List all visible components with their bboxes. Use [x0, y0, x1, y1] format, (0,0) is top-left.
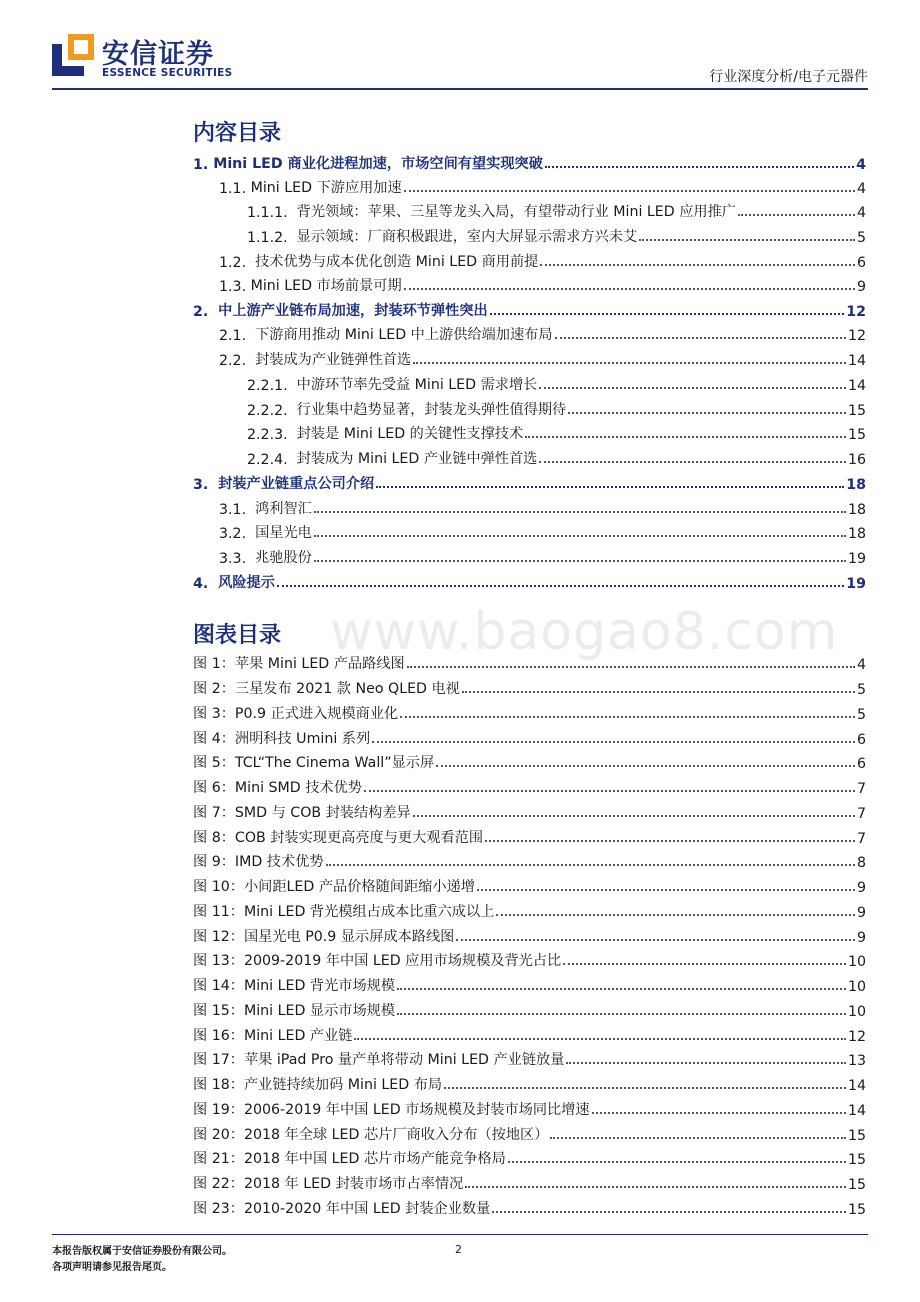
toc-item-page: 9 — [856, 279, 866, 295]
figure-item-page: 14 — [847, 1103, 866, 1119]
toc-item[interactable] — [219, 545, 866, 567]
toc-item-page: 15 — [847, 427, 866, 443]
figure-item[interactable] — [193, 651, 866, 673]
toc-item[interactable] — [247, 446, 866, 468]
toc-item-number: 1.1. — [219, 181, 251, 197]
dot-leader — [490, 313, 845, 315]
figure-item-number: 图 20： — [193, 1127, 244, 1143]
figure-item-page: 15 — [847, 1152, 866, 1168]
figure-item-page: 15 — [847, 1177, 866, 1193]
dot-leader — [404, 190, 855, 192]
toc-item-number: 3.2. — [219, 526, 256, 542]
figure-item-title: 2018 年全球 LED 芯片厂商收入分布（按地区） — [243, 1127, 549, 1143]
toc-item-title: 下游商用推动 Mini LED 中上游供给端加速布局 — [255, 327, 553, 343]
figure-item-title: 2018 年 LED 封装市场市占率情况 — [243, 1176, 464, 1192]
company-logo-icon — [52, 34, 94, 76]
toc-item-page: 4 — [856, 157, 866, 173]
dot-leader — [465, 1186, 846, 1188]
figure-item-number: 图 2： — [193, 681, 235, 697]
figure-item[interactable] — [193, 800, 866, 822]
figure-item[interactable] — [193, 1122, 866, 1144]
figure-item[interactable] — [193, 1146, 866, 1168]
toc-item-number: 1.1.2. — [247, 230, 297, 246]
dot-leader — [314, 535, 846, 537]
toc-item[interactable] — [247, 372, 866, 394]
dot-leader — [477, 889, 855, 891]
toc-item-title: 封装成为产业链弹性首选 — [255, 352, 412, 368]
figure-item[interactable] — [193, 874, 866, 896]
figure-item[interactable] — [193, 701, 866, 723]
toc-item[interactable] — [247, 421, 866, 443]
figure-item-page: 10 — [847, 1004, 866, 1020]
company-name-cn: 安信证券 — [102, 39, 214, 70]
toc-item-page: 5 — [856, 230, 866, 246]
footer-copyright: 本报告版权属于安信证券股份有限公司。 — [52, 1246, 232, 1257]
figure-item-number: 图 21： — [193, 1151, 244, 1167]
toc-item[interactable] — [219, 347, 866, 369]
figure-item-title: P0.9 正式进入规模商业化 — [234, 706, 399, 722]
dot-leader — [326, 864, 855, 866]
toc-item-page: 19 — [846, 576, 866, 592]
toc-item[interactable] — [219, 322, 866, 344]
toc-item[interactable] — [219, 520, 866, 542]
toc-item-number: 3.3. — [219, 551, 256, 567]
figure-item[interactable] — [193, 1196, 866, 1218]
toc-item-number: 4. — [193, 576, 219, 592]
toc-item[interactable] — [247, 224, 866, 246]
figure-item-number: 图 6： — [193, 780, 235, 796]
toc-item-page: 18 — [847, 526, 866, 542]
dot-leader — [550, 1137, 846, 1139]
dot-leader — [456, 939, 855, 941]
toc-item-number: 3.1. — [219, 502, 256, 518]
figure-item-page: 10 — [847, 954, 866, 970]
figure-item-page: 8 — [856, 855, 866, 871]
toc-item-title: 行业集中趋势显著，封装龙头弹性值得期待 — [296, 402, 567, 418]
figure-item-number: 图 10： — [193, 879, 244, 895]
figure-item-title: Mini LED 背光市场规模 — [243, 978, 396, 994]
toc-item-title: 风险提示 — [218, 575, 275, 591]
toc-item-title: 鸿利智汇 — [255, 501, 312, 517]
figure-item-title: Mini LED 背光模组占成本比重六成以上 — [243, 904, 495, 920]
dot-leader — [444, 1087, 846, 1089]
dot-leader — [738, 214, 855, 216]
dot-leader — [555, 337, 846, 339]
figure-item[interactable] — [193, 973, 866, 995]
toc-item-title: 中游环节率先受益 Mini LED 需求增长 — [296, 377, 538, 393]
figure-item-number: 图 12： — [193, 929, 244, 945]
toc-item[interactable] — [219, 249, 866, 271]
dot-leader — [508, 1161, 846, 1163]
dot-leader — [496, 914, 855, 916]
figure-item-title: COB 封装实现更高亮度与更大观看范围 — [234, 830, 484, 846]
dot-leader — [462, 691, 855, 693]
figure-item-number: 图 19： — [193, 1102, 244, 1118]
dot-leader — [354, 1038, 845, 1040]
figure-item-number: 图 3： — [193, 706, 235, 722]
toc-item-number: 2.2.1. — [247, 378, 297, 394]
figure-item[interactable] — [193, 1072, 866, 1094]
toc-item[interactable] — [193, 471, 866, 493]
toc-item-number: 2.2.3. — [247, 427, 297, 443]
figure-item-number: 图 16： — [193, 1028, 244, 1044]
figure-item[interactable] — [193, 1171, 866, 1193]
dot-leader — [277, 585, 844, 587]
toc-item-page: 12 — [847, 328, 866, 344]
dot-leader — [364, 790, 855, 792]
figure-list-title: 图表目录 — [193, 623, 282, 648]
toc-item-page: 4 — [856, 205, 866, 221]
dot-leader — [540, 264, 855, 266]
toc-item-title: 封装是 Mini LED 的关键性支撑技术 — [296, 426, 524, 442]
figure-item-number: 图 9： — [193, 854, 235, 870]
dot-leader — [376, 486, 844, 488]
figure-item-number: 图 4： — [193, 731, 235, 747]
company-name-en: ESSENCE SECURITIES — [102, 67, 233, 79]
figure-item-page: 9 — [856, 880, 866, 896]
figure-item-page: 7 — [856, 831, 866, 847]
toc-item[interactable] — [247, 397, 866, 419]
figure-item-page: 4 — [856, 657, 866, 673]
figure-item-page: 15 — [847, 1202, 866, 1218]
figure-item-number: 图 8： — [193, 830, 235, 846]
dot-leader — [485, 840, 855, 842]
toc-item-title: 国星光电 — [255, 525, 312, 541]
dot-leader — [436, 765, 855, 767]
toc-item[interactable] — [193, 151, 866, 173]
toc-item-number: 1.2. — [219, 255, 256, 271]
figure-item-number: 图 15： — [193, 1003, 244, 1019]
toc-item-title: Mini LED 市场前景可期 — [250, 278, 402, 294]
toc-item-title: Mini LED 商业化进程加速，市场空间有望实现突破 — [213, 156, 543, 172]
figure-item-number: 图 14： — [193, 978, 244, 994]
figure-item-number: 图 5： — [193, 755, 235, 771]
dot-leader — [397, 988, 846, 990]
figure-item-title: 产业链持续加码 Mini LED 布局 — [243, 1077, 443, 1093]
toc-item-title: Mini LED 下游应用加速 — [250, 180, 402, 196]
figure-item-page: 6 — [856, 756, 866, 772]
dot-leader — [413, 362, 846, 364]
figure-item-title: 洲明科技 Umini 系列 — [234, 731, 371, 747]
figure-item-number: 图 11： — [193, 904, 244, 920]
figure-item-number: 图 18： — [193, 1077, 244, 1093]
figure-item-page: 13 — [847, 1053, 866, 1069]
figure-item-page: 5 — [856, 707, 866, 723]
figure-item[interactable] — [193, 948, 866, 970]
header-divider — [52, 88, 868, 90]
figure-item[interactable] — [193, 775, 866, 797]
dot-leader — [492, 1211, 846, 1213]
figure-item-number: 图 17： — [193, 1052, 244, 1068]
toc-item[interactable] — [219, 175, 866, 197]
toc-item-number: 1. — [193, 157, 214, 173]
toc-item-page: 14 — [847, 353, 866, 369]
figure-item-number: 图 13： — [193, 953, 244, 969]
figure-item[interactable] — [193, 825, 866, 847]
figure-item[interactable] — [193, 750, 866, 772]
figure-item-page: 9 — [856, 930, 866, 946]
toc-item[interactable] — [193, 298, 866, 320]
dot-leader — [413, 815, 855, 817]
toc-item-page: 4 — [856, 181, 866, 197]
figure-item-page: 7 — [856, 781, 866, 797]
dot-leader — [566, 1062, 846, 1064]
dot-leader — [639, 239, 855, 241]
figure-item-page: 9 — [856, 905, 866, 921]
toc-item-number: 3. — [193, 477, 219, 493]
figure-item[interactable] — [193, 899, 866, 921]
figure-item-page: 15 — [847, 1128, 866, 1144]
toc-item-page: 6 — [856, 255, 866, 271]
toc-item-number: 2.2. — [219, 353, 256, 369]
toc-item-title: 封装产业链重点公司介绍 — [218, 476, 375, 492]
footer-disclaimer: 各项声明请参见报告尾页。 — [52, 1262, 172, 1273]
figure-item[interactable] — [193, 1047, 866, 1069]
dot-leader — [314, 511, 846, 513]
toc-item-page: 16 — [847, 452, 866, 468]
footer-divider — [52, 1234, 868, 1235]
figure-item-page: 7 — [856, 806, 866, 822]
toc-item[interactable] — [219, 496, 866, 518]
figure-item-page: 10 — [847, 979, 866, 995]
figure-item-title: 国星光电 P0.9 显示屏成本路线图 — [243, 929, 455, 945]
toc-item-title: 兆驰股份 — [255, 550, 312, 566]
watermark: www.baogao8.com — [330, 602, 839, 662]
toc-item-page: 19 — [847, 551, 866, 567]
figure-item-number: 图 7： — [193, 805, 235, 821]
dot-leader — [397, 1013, 846, 1015]
toc-item-title: 背光领域：苹果、三星等龙头入局，有望带动行业 Mini LED 应用推广 — [296, 204, 736, 220]
dot-leader — [525, 436, 846, 438]
figure-item[interactable] — [193, 998, 866, 1020]
dot-leader — [545, 166, 854, 168]
toc-item-title: 中上游产业链布局加速，封装环节弹性突出 — [218, 303, 488, 319]
figure-item-title: IMD 技术优势 — [234, 854, 324, 870]
company-logo — [52, 30, 242, 82]
dot-leader — [404, 288, 855, 290]
figure-item[interactable] — [193, 726, 866, 748]
figure-item-title: 小间距LED 产品价格随间距缩小递增 — [243, 879, 475, 895]
toc-item-number: 2.2.2. — [247, 403, 297, 419]
figure-item[interactable] — [193, 924, 866, 946]
figure-item-number: 图 22： — [193, 1176, 244, 1192]
toc-item-page: 18 — [847, 502, 866, 518]
figure-item-title: 2010-2020 年中国 LED 封装企业数量 — [243, 1201, 491, 1217]
figure-item[interactable] — [193, 849, 866, 871]
figure-item-title: TCL“The Cinema Wall”显示屏 — [234, 755, 435, 771]
toc-item-page: 18 — [846, 477, 866, 493]
figure-item-title: Mini SMD 技术优势 — [234, 780, 362, 796]
report-category: 行业深度分析/电子元器件 — [709, 69, 868, 85]
figure-item-title: 三星发布 2021 款 Neo QLED 电视 — [234, 681, 460, 697]
dot-leader — [372, 741, 855, 743]
toc-item-number: 1.1.1. — [247, 205, 297, 221]
figure-item-title: 2006-2019 年中国 LED 市场规模及封装市场同比增速 — [243, 1102, 590, 1118]
figure-item-title: 2009-2019 年中国 LED 应用市场规模及背光占比 — [243, 953, 562, 969]
toc-item-number: 2. — [193, 304, 219, 320]
toc-item-number: 1.3. — [219, 279, 251, 295]
figure-item-number: 图 1： — [193, 656, 235, 672]
figure-item[interactable] — [193, 1023, 866, 1045]
figure-item-page: 14 — [847, 1078, 866, 1094]
dot-leader — [592, 1112, 846, 1114]
figure-item-page: 5 — [856, 682, 866, 698]
figure-item-page: 6 — [856, 732, 866, 748]
figure-item-title: 苹果 iPad Pro 量产单将带动 Mini LED 产业链放量 — [243, 1052, 565, 1068]
toc-title: 内容目录 — [193, 121, 282, 146]
dot-leader — [407, 666, 855, 668]
toc-item-page: 12 — [846, 304, 866, 320]
dot-leader — [539, 387, 846, 389]
toc-item-number: 2.1. — [219, 328, 256, 344]
figure-item-number: 图 23： — [193, 1201, 244, 1217]
figure-item-title: Mini LED 显示市场规模 — [243, 1003, 396, 1019]
toc-item[interactable] — [219, 273, 866, 295]
figure-item[interactable] — [193, 1097, 866, 1119]
toc-item-title: 封装成为 Mini LED 产业链中弹性首选 — [296, 451, 538, 467]
toc-item-page: 14 — [847, 378, 866, 394]
dot-leader — [400, 716, 855, 718]
toc-item[interactable] — [193, 570, 866, 592]
figure-item-page: 12 — [847, 1029, 866, 1045]
figure-item-title: 2018 年中国 LED 芯片市场产能竞争格局 — [243, 1151, 506, 1167]
figure-item-title: 苹果 Mini LED 产品路线图 — [234, 656, 405, 672]
dot-leader — [539, 461, 846, 463]
dot-leader — [563, 963, 846, 965]
dot-leader — [314, 560, 846, 562]
page-number: 2 — [455, 1243, 462, 1256]
dot-leader — [568, 412, 846, 414]
toc-item-title: 显示领域：厂商积极跟进，室内大屏显示需求方兴未艾 — [296, 229, 638, 245]
toc-item-number: 2.2.4. — [247, 452, 297, 468]
toc-item[interactable] — [247, 199, 866, 221]
toc-item-page: 15 — [847, 403, 866, 419]
figure-item-title: SMD 与 COB 封装结构差异 — [234, 805, 411, 821]
toc-item-title: 技术优势与成本优化创造 Mini LED 商用前提 — [255, 254, 539, 270]
figure-item-title: Mini LED 产业链 — [243, 1028, 353, 1044]
figure-item[interactable] — [193, 676, 866, 698]
